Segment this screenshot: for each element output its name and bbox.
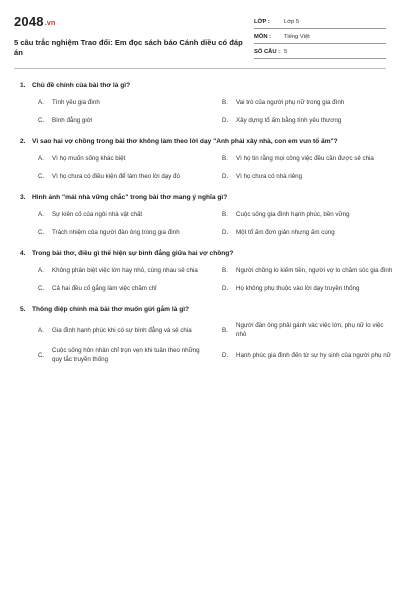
options-grid [38, 265, 393, 295]
option-c[interactable] [38, 115, 210, 127]
option-letter: C. [38, 351, 45, 359]
meta-panel [254, 16, 386, 66]
logo-text: 2048 [14, 14, 44, 29]
option-letter: D. [222, 117, 229, 125]
question-5 [14, 305, 391, 365]
option-b[interactable] [222, 209, 394, 221]
site-logo[interactable] [14, 14, 246, 29]
option-text: Người chồng lo kiếm tiền, người vợ lo chăm sóc gia đình [236, 267, 393, 275]
option-b[interactable] [222, 97, 394, 109]
option-a[interactable] [38, 97, 210, 109]
options-grid [38, 321, 391, 365]
question-number: 4. [20, 250, 26, 257]
option-d[interactable] [222, 283, 394, 295]
question-number: 1. [20, 82, 26, 89]
document-title: 5 câu trắc nghiệm Trao đổi: Em đọc sách báo Cánh diều có đáp án [14, 38, 243, 57]
question-text: Vì sao hai vợ chồng trong bài thơ không làm theo lời dạy "Anh phải xây nhà, con em vun tổ ấm"? [32, 138, 338, 145]
option-c[interactable] [38, 227, 210, 239]
options-grid [38, 97, 386, 127]
option-text: Tình yêu gia đình [52, 99, 100, 107]
question-header [14, 137, 386, 147]
page-header [14, 0, 386, 66]
question-header [14, 249, 386, 259]
option-letter: C. [38, 173, 45, 181]
meta-row-class [254, 16, 386, 29]
question-4 [14, 249, 393, 295]
meta-label: LỚP : [254, 19, 270, 25]
meta-row-count [254, 46, 386, 59]
meta-value: 5 [284, 49, 288, 55]
question-text: Hình ảnh "mái nhà vững chắc" trong bài thơ mang ý nghĩa gì? [32, 194, 228, 201]
option-letter: C. [38, 285, 45, 293]
option-letter: C. [38, 117, 45, 125]
question-number: 5. [20, 306, 26, 313]
option-text: Họ không phụ thuộc vào lời dạy truyền thống [236, 285, 360, 293]
options-grid [38, 153, 386, 183]
question-number: 3. [20, 194, 26, 201]
question-2 [14, 137, 386, 183]
option-text: Sự kiên cố của ngôi nhà vật chất [52, 211, 143, 219]
question-text: Chủ đề chính của bài thơ là gì? [32, 82, 131, 89]
option-a[interactable] [38, 321, 210, 340]
option-text: Một tổ ấm đơn giản nhưng ấm cúng [236, 229, 335, 237]
option-c[interactable] [38, 283, 210, 295]
option-c[interactable] [38, 171, 210, 183]
option-a[interactable] [38, 265, 210, 277]
option-b[interactable] [222, 153, 394, 165]
meta-value: Lớp 5 [284, 19, 300, 25]
option-letter: A. [38, 155, 44, 163]
option-letter: B. [222, 99, 228, 107]
option-letter: B. [222, 267, 228, 275]
question-header [14, 305, 386, 315]
options-grid [38, 209, 386, 239]
option-text: Trách nhiệm của người đàn ông trong gia đình [52, 229, 180, 237]
option-letter: B. [222, 155, 228, 163]
option-text: Bình đẳng giới [52, 117, 93, 125]
option-b[interactable] [222, 321, 394, 340]
header-divider [14, 68, 386, 69]
header-left [14, 14, 246, 66]
option-c[interactable] [38, 346, 210, 365]
option-text: Cả hai đều cố gắng làm việc chăm chỉ [52, 285, 157, 293]
question-header [14, 193, 386, 203]
meta-value: Tiếng Việt [284, 34, 310, 40]
option-b[interactable] [222, 265, 394, 277]
option-letter: C. [38, 229, 45, 237]
meta-row-subject [254, 31, 386, 44]
option-text: Cuộc sống hôn nhân chỉ trọn vẹn khi tuân theo những quy tắc truyền thống [52, 346, 200, 364]
option-letter: B. [222, 326, 228, 334]
meta-label: MÔN : [254, 34, 272, 40]
option-text: Vai trò của người phụ nữ trong gia đình [236, 99, 345, 107]
option-text: Vì họ tin rằng mọi công việc đều cần được sẻ chia [236, 155, 374, 163]
option-text: Gia đình hạnh phúc khi có sự bình đẳng và sẻ chia [52, 326, 192, 334]
option-text: Vì họ chưa có nhà riêng [236, 173, 303, 181]
option-text: Vì họ muốn sống khác biệt [52, 155, 126, 163]
option-letter: D. [222, 351, 229, 359]
question-text: Trong bài thơ, điều gì thể hiện sự bình đẳng giữa hai vợ chồng? [32, 250, 234, 257]
option-d[interactable] [222, 227, 394, 239]
option-letter: D. [222, 173, 229, 181]
question-3 [14, 193, 386, 239]
logo-tld: .vn [44, 20, 56, 27]
option-d[interactable] [222, 115, 394, 127]
option-text: Người đàn ông phải gánh vác việc lớn, phụ nữ lo việc nhỏ [236, 322, 384, 339]
question-number: 2. [20, 138, 26, 145]
option-letter: D. [222, 285, 229, 293]
option-letter: A. [38, 326, 44, 334]
option-text: Vì họ chưa có điều kiện để làm theo lời dạy đó [52, 173, 180, 181]
option-letter: A. [38, 267, 44, 275]
option-text: Cuộc sống gia đình hạnh phúc, bền vững [236, 211, 350, 219]
option-a[interactable] [38, 153, 210, 165]
option-d[interactable] [222, 346, 394, 365]
option-text: Hạnh phúc gia đình đến từ sự hy sinh của người phụ nữ [236, 351, 391, 359]
option-a[interactable] [38, 209, 210, 221]
question-header [14, 81, 386, 91]
question-1 [14, 81, 386, 127]
option-text: Không phân biệt việc lớn hay nhỏ, cùng nhau sẻ chia [52, 267, 198, 275]
option-letter: A. [38, 211, 44, 219]
option-text: Xây dựng tổ ấm bằng tình yêu thương [236, 117, 342, 125]
option-d[interactable] [222, 171, 394, 183]
option-letter: B. [222, 211, 228, 219]
meta-label: SỐ CÂU : [254, 49, 281, 55]
question-text: Thông điệp chính mà bài thơ muốn gửi gắm là gì? [32, 306, 190, 313]
option-letter: D. [222, 229, 229, 237]
option-letter: A. [38, 99, 44, 107]
